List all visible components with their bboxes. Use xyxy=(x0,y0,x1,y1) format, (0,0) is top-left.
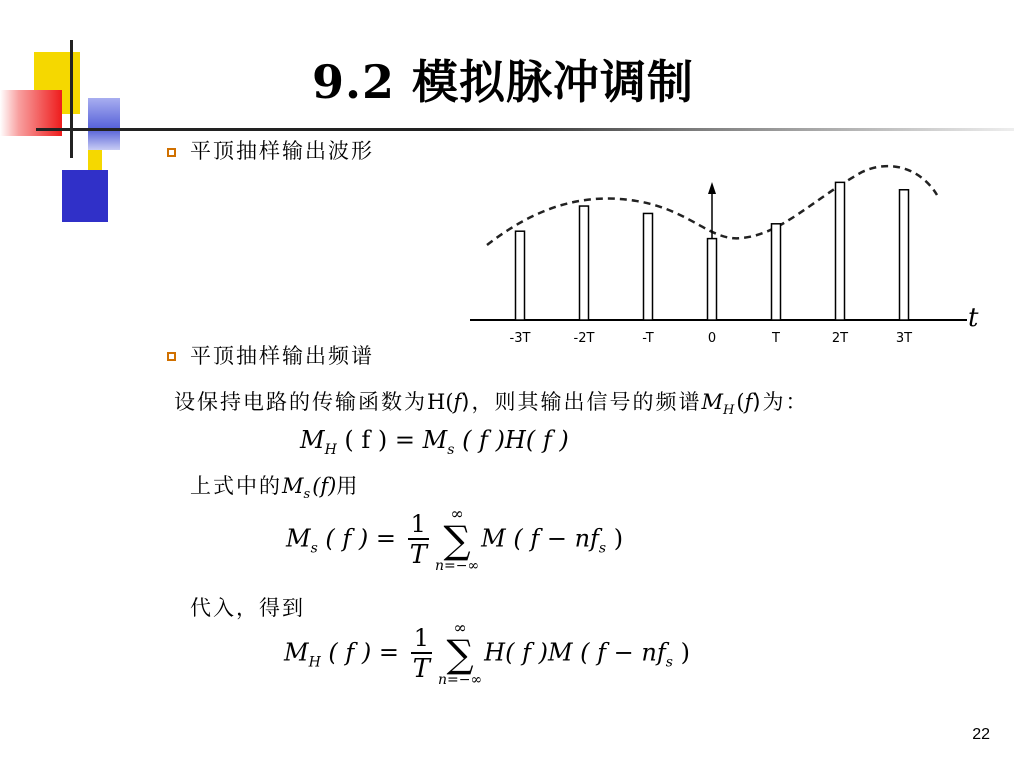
sample-pulse xyxy=(836,182,845,320)
sentence-symbol: (f) xyxy=(312,474,337,498)
sentence-symbol: M xyxy=(701,390,724,414)
eq-text: H( f )M ( f − nf xyxy=(484,638,666,667)
substitution-sentence: 代入，得到 xyxy=(190,596,305,620)
fraction-numerator: 1 xyxy=(413,624,429,652)
flat-top-sampling-waveform-figure xyxy=(462,150,1002,350)
sentence-symbol: H( xyxy=(427,390,454,414)
time-axis-label: t xyxy=(968,303,979,333)
sentence-subscript: s xyxy=(303,487,313,503)
eq-symbol: M xyxy=(284,638,309,667)
fraction-numerator: 1 xyxy=(410,510,426,538)
tick-label: 0 xyxy=(707,331,717,346)
sentence-symbol: ( xyxy=(736,390,745,414)
bullet-waveform-heading: 平顶抽样输出波形 xyxy=(190,139,374,163)
sum-lower-limit: n=−∞ xyxy=(438,672,483,688)
tick-label: -T xyxy=(642,331,654,346)
eq-text: ) xyxy=(606,524,624,553)
eq-text: ( f ) = xyxy=(320,638,407,667)
title-underline-fade xyxy=(456,128,1014,131)
sum-lower-limit: n=−∞ xyxy=(434,558,480,574)
bullet-marker xyxy=(167,352,176,361)
page-number: 22 xyxy=(972,726,990,743)
decorative-lavender-block xyxy=(88,98,120,150)
eq-subscript: H xyxy=(324,441,337,458)
vertical-axis-arrow xyxy=(708,182,716,194)
tick-label: -3T xyxy=(509,331,531,346)
decorative-vertical-line xyxy=(70,40,73,158)
eq-text: M ( f − nf xyxy=(481,524,599,553)
sentence-symbol: M xyxy=(282,474,304,498)
equation-ms-sum xyxy=(286,506,623,574)
sentence-symbol: f xyxy=(744,390,753,414)
tick-label: 3T xyxy=(895,331,913,346)
sentence-symbol: f xyxy=(453,390,462,414)
sentence-text: 设保持电路的传输函数为 xyxy=(174,390,427,414)
sentence-text: )为： xyxy=(752,390,809,414)
sum-upper-limit: ∞ xyxy=(453,618,467,637)
eq-symbol: M xyxy=(300,426,325,454)
equation-mh-product xyxy=(300,426,569,458)
bullet-spectrum-heading: 平顶抽样输出频谱 xyxy=(190,344,374,368)
sample-pulse xyxy=(644,213,653,320)
decorative-blue-block xyxy=(62,170,108,222)
eq-text: ) xyxy=(672,638,690,667)
eq-text: ( f ) = xyxy=(317,524,404,553)
sample-pulse xyxy=(516,231,525,320)
sentence-text: 用 xyxy=(336,474,360,498)
eq-subscript: s xyxy=(447,441,455,458)
sigma-icon: ∑ xyxy=(443,518,471,562)
tick-label: 2T xyxy=(831,331,849,346)
summation xyxy=(438,620,482,688)
equation-mh-sum xyxy=(284,620,690,688)
sentence-subscript: H xyxy=(723,403,737,419)
fraction-denominator: T xyxy=(409,540,427,570)
fraction-one-over-t xyxy=(408,510,429,570)
eq-symbol: M xyxy=(422,426,448,454)
sample-pulse xyxy=(580,206,589,320)
slide-title: 9.2 模拟脉冲调制 xyxy=(312,55,695,109)
eq-subscript: s xyxy=(665,654,673,671)
sample-pulse xyxy=(708,239,717,320)
transfer-function-sentence xyxy=(174,386,809,418)
sample-pulse xyxy=(772,224,781,320)
ms-usage-sentence xyxy=(190,470,359,502)
sigma-icon: ∑ xyxy=(446,632,474,676)
sentence-text: 上式中的 xyxy=(190,474,282,498)
tick-labels xyxy=(510,331,913,346)
title-underline xyxy=(36,128,456,131)
eq-subscript: s xyxy=(310,540,318,557)
eq-symbol: M xyxy=(286,524,311,553)
tick-label: -2T xyxy=(573,331,595,346)
fraction-one-over-t xyxy=(411,624,432,684)
fraction-denominator: T xyxy=(412,654,431,684)
eq-text: ( f )H( f ) xyxy=(454,426,569,454)
eq-subscript: H xyxy=(308,654,321,671)
tick-label: T xyxy=(772,331,780,346)
bullet-marker xyxy=(167,148,176,157)
sample-pulse xyxy=(900,190,909,320)
sentence-text: )，则其输出信号的频谱 xyxy=(461,390,702,414)
summation xyxy=(435,506,479,574)
decorative-small-yellow-block xyxy=(88,150,102,170)
sum-upper-limit: ∞ xyxy=(450,504,464,523)
eq-text: ( f ) = xyxy=(336,426,423,454)
eq-subscript: s xyxy=(598,540,607,557)
